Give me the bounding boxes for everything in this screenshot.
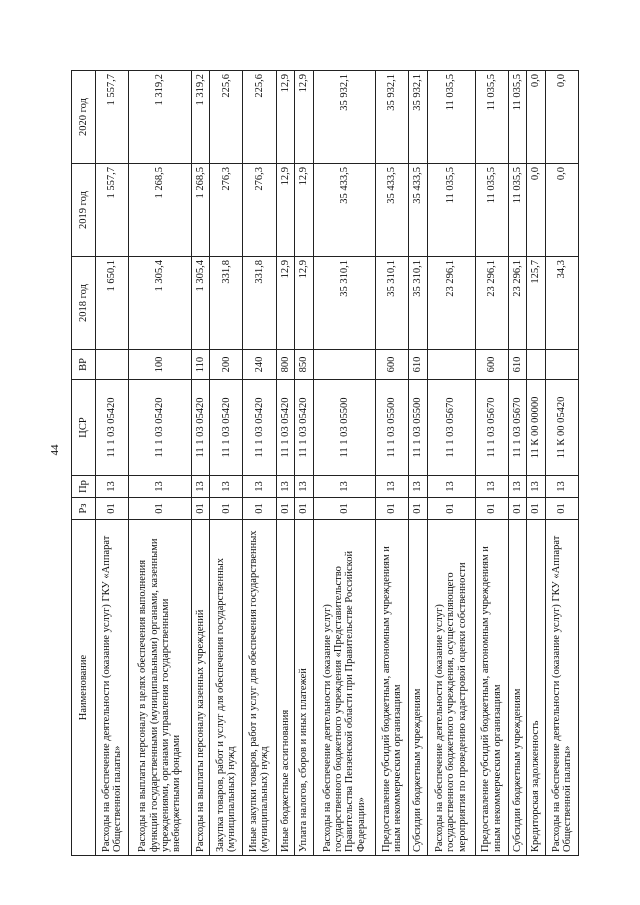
cell-2020: 1 319,2 xyxy=(191,71,210,164)
cell-2019: 11 035,5 xyxy=(475,164,508,257)
table-row xyxy=(243,71,276,856)
cell-csr: 11 К 00 05420 xyxy=(545,380,578,476)
cell-2020: 35 932,1 xyxy=(409,71,428,164)
cell-2020: 11 035,5 xyxy=(508,71,527,164)
cell-2018: 1 305,4 xyxy=(129,257,191,350)
cell-rz: 01 xyxy=(276,498,295,520)
cell-pr: 13 xyxy=(409,476,428,498)
table-row xyxy=(96,71,129,856)
cell-2019: 11 035,5 xyxy=(427,164,475,257)
table-row xyxy=(475,71,508,856)
table-row xyxy=(508,71,527,856)
cell-csr: 11 1 03 05420 xyxy=(243,380,276,476)
cell-pr: 13 xyxy=(191,476,210,498)
cell-2020: 12,9 xyxy=(295,71,314,164)
cell-2019: 276,3 xyxy=(210,164,243,257)
cell-name: Расходы на обеспечение деятельности (оказание услуг) государственного бюджетного учреждения, осуществляющего мероприятия по проведению кадастровой оценки собственности xyxy=(427,520,475,856)
cell-2019: 11 035,5 xyxy=(508,164,527,257)
cell-pr: 13 xyxy=(313,476,375,498)
cell-csr: 11 1 03 05420 xyxy=(210,380,243,476)
cell-vr xyxy=(427,350,475,380)
cell-name: Субсидии бюджетным учреждениям xyxy=(409,520,428,856)
cell-2018: 12,9 xyxy=(276,257,295,350)
cell-pr: 13 xyxy=(210,476,243,498)
cell-name: Расходы на обеспечение деятельности (оказание услуг) ГКУ «Аппарат Общественной палаты» xyxy=(96,520,129,856)
table-row xyxy=(191,71,210,856)
cell-2018: 12,9 xyxy=(295,257,314,350)
cell-2019: 1 557,7 xyxy=(96,164,129,257)
cell-2018: 34,3 xyxy=(545,257,578,350)
cell-2020: 11 035,5 xyxy=(427,71,475,164)
cell-pr: 13 xyxy=(527,476,546,498)
header-vr: ВР xyxy=(72,350,96,380)
table-row xyxy=(427,71,475,856)
cell-rz: 01 xyxy=(96,498,129,520)
cell-rz: 01 xyxy=(527,498,546,520)
cell-name: Предоставление субсидий бюджетным, автономным учреждениям и иным некоммерческим организациям xyxy=(475,520,508,856)
header-name: Наименование xyxy=(72,520,96,856)
cell-2018: 35 310,1 xyxy=(313,257,375,350)
cell-rz: 01 xyxy=(191,498,210,520)
cell-rz: 01 xyxy=(508,498,527,520)
cell-2019: 276,3 xyxy=(243,164,276,257)
cell-2018: 1 650,1 xyxy=(96,257,129,350)
cell-name: Расходы на выплаты персоналу казенных учреждений xyxy=(191,520,210,856)
cell-pr: 13 xyxy=(545,476,578,498)
cell-2020: 1 557,7 xyxy=(96,71,129,164)
cell-vr xyxy=(527,350,546,380)
header-csr: ЦСР xyxy=(72,380,96,476)
cell-pr: 13 xyxy=(243,476,276,498)
cell-csr: 11 1 03 05420 xyxy=(96,380,129,476)
cell-rz: 01 xyxy=(409,498,428,520)
cell-2018: 23 296,1 xyxy=(475,257,508,350)
cell-2020: 12,9 xyxy=(276,71,295,164)
cell-2019: 35 433,5 xyxy=(409,164,428,257)
cell-vr xyxy=(313,350,375,380)
header-2019: 2019 год xyxy=(72,164,96,257)
cell-pr: 13 xyxy=(129,476,191,498)
cell-vr: 200 xyxy=(210,350,243,380)
page-number: 44 xyxy=(49,444,61,456)
cell-2018: 125,7 xyxy=(527,257,546,350)
cell-2018: 1 305,4 xyxy=(191,257,210,350)
cell-csr: 11 1 03 05420 xyxy=(191,380,210,476)
table-row xyxy=(295,71,314,856)
cell-csr: 11 1 03 05420 xyxy=(276,380,295,476)
cell-2018: 23 296,1 xyxy=(427,257,475,350)
cell-pr: 13 xyxy=(276,476,295,498)
cell-rz: 01 xyxy=(295,498,314,520)
cell-vr xyxy=(545,350,578,380)
cell-name: Расходы на выплаты персоналу в целях обеспечения выполнения функций государственными (муниципальными) органами, казенными учреждениями, органами управления государственными внебюджетными фондами xyxy=(129,520,191,856)
table-row xyxy=(129,71,191,856)
cell-name: Кредиторская задолженность xyxy=(527,520,546,856)
cell-rz: 01 xyxy=(243,498,276,520)
rotated-table-container xyxy=(71,72,579,856)
header-2020: 2020 год xyxy=(72,71,96,164)
cell-2019: 0,0 xyxy=(527,164,546,257)
cell-csr: 11 1 03 05420 xyxy=(295,380,314,476)
cell-2019: 12,9 xyxy=(276,164,295,257)
cell-pr: 13 xyxy=(475,476,508,498)
cell-2020: 11 035,5 xyxy=(475,71,508,164)
cell-2019: 1 268,5 xyxy=(191,164,210,257)
table-row xyxy=(276,71,295,856)
table-header-row xyxy=(72,71,96,856)
cell-rz: 01 xyxy=(210,498,243,520)
cell-rz: 01 xyxy=(475,498,508,520)
cell-csr: 11 1 03 05500 xyxy=(313,380,375,476)
cell-csr: 11 1 03 05670 xyxy=(475,380,508,476)
header-2018: 2018 год xyxy=(72,257,96,350)
cell-vr: 600 xyxy=(475,350,508,380)
cell-2020: 225,6 xyxy=(210,71,243,164)
cell-2019: 1 268,5 xyxy=(129,164,191,257)
table-row xyxy=(545,71,578,856)
table-row xyxy=(409,71,428,856)
header-pr: Пр xyxy=(72,476,96,498)
cell-csr: 11 1 03 05500 xyxy=(376,380,409,476)
cell-2020: 35 932,1 xyxy=(313,71,375,164)
cell-2018: 331,8 xyxy=(243,257,276,350)
cell-vr: 600 xyxy=(376,350,409,380)
cell-2020: 0,0 xyxy=(545,71,578,164)
cell-2020: 35 932,1 xyxy=(376,71,409,164)
cell-2018: 35 310,1 xyxy=(376,257,409,350)
cell-2019: 0,0 xyxy=(545,164,578,257)
cell-vr: 110 xyxy=(191,350,210,380)
cell-vr: 610 xyxy=(508,350,527,380)
cell-name: Закупка товаров, работ и услуг для обеспечения государственных (муниципальных) нужд xyxy=(210,520,243,856)
cell-csr: 11 1 03 05420 xyxy=(129,380,191,476)
cell-pr: 13 xyxy=(427,476,475,498)
cell-rz: 01 xyxy=(427,498,475,520)
cell-vr: 240 xyxy=(243,350,276,380)
cell-2018: 35 310,1 xyxy=(409,257,428,350)
table-row xyxy=(210,71,243,856)
cell-2018: 23 296,1 xyxy=(508,257,527,350)
cell-pr: 13 xyxy=(96,476,129,498)
cell-rz: 01 xyxy=(313,498,375,520)
table-row xyxy=(376,71,409,856)
cell-rz: 01 xyxy=(129,498,191,520)
cell-pr: 13 xyxy=(376,476,409,498)
cell-rz: 01 xyxy=(376,498,409,520)
cell-vr xyxy=(96,350,129,380)
cell-vr: 610 xyxy=(409,350,428,380)
cell-2020: 1 319,2 xyxy=(129,71,191,164)
cell-2018: 331,8 xyxy=(210,257,243,350)
cell-csr: 11 1 03 05670 xyxy=(427,380,475,476)
cell-2020: 0,0 xyxy=(527,71,546,164)
cell-name: Уплата налогов, сборов и иных платежей xyxy=(295,520,314,856)
cell-csr: 11 1 03 05500 xyxy=(409,380,428,476)
cell-2019: 35 433,5 xyxy=(313,164,375,257)
cell-name: Предоставление субсидий бюджетным, автономным учреждениям и иным некоммерческим организациям xyxy=(376,520,409,856)
table-row xyxy=(527,71,546,856)
cell-pr: 13 xyxy=(508,476,527,498)
cell-csr: 11 К 00 00000 xyxy=(527,380,546,476)
header-rz: Рз xyxy=(72,498,96,520)
cell-name: Субсидии бюджетным учреждениям xyxy=(508,520,527,856)
cell-name: Расходы на обеспечение деятельности (оказание услуг) государственного бюджетного учреждения «Представительство Правительства Пензенской области при Правительстве Российской Федерации» xyxy=(313,520,375,856)
budget-table xyxy=(71,70,579,856)
cell-csr: 11 1 03 05670 xyxy=(508,380,527,476)
table-row xyxy=(313,71,375,856)
cell-pr: 13 xyxy=(295,476,314,498)
cell-vr: 800 xyxy=(276,350,295,380)
cell-vr: 850 xyxy=(295,350,314,380)
cell-2020: 225,6 xyxy=(243,71,276,164)
cell-vr: 100 xyxy=(129,350,191,380)
cell-name: Расходы на обеспечение деятельности (оказание услуг) ГКУ «Аппарат Общественной палаты» xyxy=(545,520,578,856)
cell-2019: 35 433,5 xyxy=(376,164,409,257)
cell-name: Иные бюджетные ассигнования xyxy=(276,520,295,856)
cell-name: Иные закупки товаров, работ и услуг для обеспечения государственных (муниципальных) нужд xyxy=(243,520,276,856)
cell-rz: 01 xyxy=(545,498,578,520)
cell-2019: 12,9 xyxy=(295,164,314,257)
